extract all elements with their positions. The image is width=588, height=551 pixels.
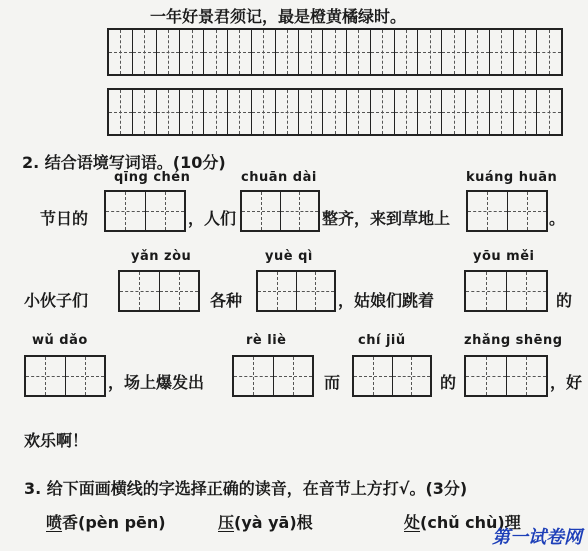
pinyin-yueqi: yuè qì bbox=[265, 249, 313, 264]
row2-text-4: 的 bbox=[556, 291, 573, 310]
grid-cell[interactable] bbox=[347, 90, 371, 134]
pinyin-chijiu: chí jiǔ bbox=[358, 333, 406, 348]
grid-cell[interactable] bbox=[514, 90, 538, 134]
grid-cell[interactable] bbox=[395, 90, 419, 134]
grid-cell[interactable] bbox=[133, 30, 157, 74]
grid-cell[interactable] bbox=[180, 90, 204, 134]
pinyin-chuandai: chuān dài bbox=[241, 170, 317, 185]
grid-cell[interactable] bbox=[228, 30, 252, 74]
pinyin-kuanghuan: kuáng huān bbox=[466, 170, 558, 185]
grid-cell[interactable] bbox=[228, 90, 252, 134]
grid-cell[interactable] bbox=[514, 30, 538, 74]
grid-cell[interactable] bbox=[109, 90, 133, 134]
copy-grid-row-1[interactable] bbox=[107, 28, 563, 76]
option-rest: (chǔ chù)理 bbox=[420, 513, 521, 532]
row4-text: 欢乐啊！ bbox=[24, 431, 89, 450]
grid-cell[interactable] bbox=[276, 90, 300, 134]
answer-box-youmei[interactable] bbox=[464, 270, 548, 312]
watermark-logo: 第一试卷网 bbox=[492, 527, 582, 548]
row1-text-4: 。 bbox=[549, 209, 566, 228]
answer-box-zhangsheng[interactable] bbox=[464, 355, 548, 397]
grid-cell[interactable] bbox=[442, 90, 466, 134]
option-rest: 香(pèn pēn) bbox=[62, 513, 166, 532]
row2-text-1: 小伙子们 bbox=[24, 291, 89, 310]
answer-box-chijiu[interactable] bbox=[352, 355, 432, 397]
grid-cell[interactable] bbox=[252, 90, 276, 134]
grid-cell[interactable] bbox=[180, 30, 204, 74]
grid-cell[interactable] bbox=[395, 30, 419, 74]
grid-cell[interactable] bbox=[418, 30, 442, 74]
pinyin-yanzou: yǎn zòu bbox=[131, 249, 192, 264]
grid-cell[interactable] bbox=[537, 90, 561, 134]
pinyin-youmei: yōu měi bbox=[473, 249, 535, 264]
grid-cell[interactable] bbox=[157, 30, 181, 74]
grid-cell[interactable] bbox=[466, 90, 490, 134]
grid-cell[interactable] bbox=[371, 90, 395, 134]
pinyin-zhangsheng: zhǎng shēng bbox=[464, 333, 563, 348]
grid-cell[interactable] bbox=[157, 90, 181, 134]
row3-text-2: 而 bbox=[324, 373, 341, 392]
grid-cell[interactable] bbox=[133, 90, 157, 134]
section3-title: 3. 给下面画横线的字选择正确的读音，在音节上方打√。(3分) bbox=[24, 479, 468, 498]
grid-cell[interactable] bbox=[299, 90, 323, 134]
grid-cell[interactable] bbox=[109, 30, 133, 74]
row1-text-1: 节日的 bbox=[40, 209, 89, 228]
pinyin-relie: rè liè bbox=[246, 333, 287, 348]
answer-box-yanzou[interactable] bbox=[118, 270, 200, 312]
row3-text-1: ，场上爆发出 bbox=[108, 373, 205, 392]
grid-cell[interactable] bbox=[442, 30, 466, 74]
copy-grid-row-2[interactable] bbox=[107, 88, 563, 136]
answer-box-qingchen[interactable] bbox=[104, 190, 186, 232]
underlined-char: 压 bbox=[218, 513, 235, 532]
row1-text-3: 整齐，来到草地上 bbox=[322, 209, 451, 228]
grid-cell[interactable] bbox=[347, 30, 371, 74]
grid-cell[interactable] bbox=[371, 30, 395, 74]
option-rest: (yà yā)根 bbox=[234, 513, 313, 532]
row3-text-3: 的 bbox=[440, 373, 457, 392]
grid-cell[interactable] bbox=[490, 90, 514, 134]
grid-cell[interactable] bbox=[537, 30, 561, 74]
answer-box-kuanghuan[interactable] bbox=[466, 190, 548, 232]
grid-cell[interactable] bbox=[418, 90, 442, 134]
answer-box-relie[interactable] bbox=[232, 355, 314, 397]
poem-line: 一年好景君须记，最是橙黄橘绿时。 bbox=[150, 7, 407, 26]
row3-text-4: ，好 bbox=[550, 373, 583, 392]
answer-box-wudao[interactable] bbox=[24, 355, 106, 397]
grid-cell[interactable] bbox=[252, 30, 276, 74]
answer-box-yueqi[interactable] bbox=[256, 270, 336, 312]
grid-cell[interactable] bbox=[276, 30, 300, 74]
answer-box-chuandai[interactable] bbox=[240, 190, 320, 232]
grid-cell[interactable] bbox=[323, 90, 347, 134]
row1-text-2: ，人们 bbox=[188, 209, 237, 228]
pinyin-wudao: wǔ dǎo bbox=[32, 333, 88, 348]
grid-cell[interactable] bbox=[204, 30, 228, 74]
section2-title: 2. 结合语境写词语。(10分) bbox=[22, 153, 226, 172]
underlined-char: 处 bbox=[404, 513, 421, 532]
grid-cell[interactable] bbox=[204, 90, 228, 134]
option-item-1 bbox=[46, 510, 166, 533]
grid-cell[interactable] bbox=[323, 30, 347, 74]
underlined-char: 喷 bbox=[46, 513, 63, 532]
pinyin-qingchen: qīng chén bbox=[114, 170, 191, 185]
grid-cell[interactable] bbox=[490, 30, 514, 74]
row2-text-3: ，姑娘们跳着 bbox=[338, 291, 435, 310]
grid-cell[interactable] bbox=[299, 30, 323, 74]
option-item-2 bbox=[218, 510, 313, 533]
grid-cell[interactable] bbox=[466, 30, 490, 74]
row2-text-2: 各种 bbox=[210, 291, 243, 310]
